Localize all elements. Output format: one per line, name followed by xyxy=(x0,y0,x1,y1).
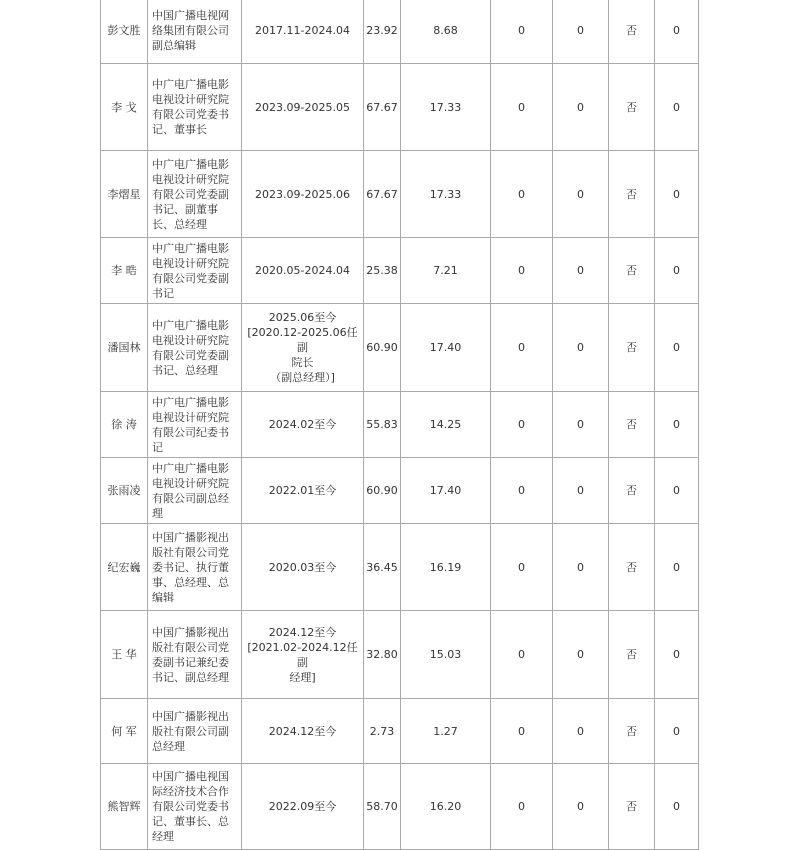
value-cell-3: 0 xyxy=(491,458,553,524)
table-row xyxy=(101,524,699,611)
tenure-period xyxy=(242,64,364,151)
value-cell-1: 36.45 xyxy=(364,524,401,611)
period-line: 2025.06至今 xyxy=(268,311,337,324)
table-row xyxy=(101,392,699,458)
value-cell-5: 0 xyxy=(655,524,699,611)
table-row xyxy=(101,304,699,392)
period-line: 经理] xyxy=(289,670,316,684)
value-cell-3: 0 xyxy=(491,151,553,238)
value-cell-3: 0 xyxy=(491,764,553,850)
value-cell-3: 0 xyxy=(491,699,553,764)
position-cell: 中国广播影视出版社有限公司党委书记、执行董事、总经理、总编辑 xyxy=(148,524,242,611)
value-cell-1: 2.73 xyxy=(364,699,401,764)
flag-cell: 否 xyxy=(609,0,655,64)
value-cell-3: 0 xyxy=(491,392,553,458)
table-body xyxy=(101,0,699,850)
value-cell-5: 0 xyxy=(655,699,699,764)
table-row xyxy=(101,151,699,238)
value-cell-3: 0 xyxy=(491,0,553,64)
tenure-period xyxy=(242,392,364,458)
table-row xyxy=(101,699,699,764)
person-name: 李 晧 xyxy=(101,238,148,304)
period-line: [2021.02-2024.12任副 xyxy=(247,640,358,669)
value-cell-5: 0 xyxy=(655,611,699,699)
flag-cell: 否 xyxy=(609,699,655,764)
value-cell-1: 58.70 xyxy=(364,764,401,850)
tenure-period xyxy=(242,524,364,611)
person-name: 纪宏巍 xyxy=(101,524,148,611)
period-line: 2022.09至今 xyxy=(268,800,337,813)
value-cell-2: 8.68 xyxy=(401,0,491,64)
value-cell-5: 0 xyxy=(655,238,699,304)
flag-cell: 否 xyxy=(609,64,655,151)
person-name: 李熠星 xyxy=(101,151,148,238)
value-cell-3: 0 xyxy=(491,611,553,699)
position-cell: 中国广播影视出版社有限公司党委副书记兼纪委书记、副总经理 xyxy=(148,611,242,699)
value-cell-3: 0 xyxy=(491,64,553,151)
position-cell: 中国广播电视国际经济技术合作有限公司党委书记、董事长、总经理 xyxy=(148,764,242,850)
value-cell-5: 0 xyxy=(655,64,699,151)
value-cell-2: 16.20 xyxy=(401,764,491,850)
position-cell: 中广电广播电影电视设计研究院有限公司党委副书记、副董事长、总经理 xyxy=(148,151,242,238)
value-cell-4: 0 xyxy=(553,64,609,151)
flag-cell: 否 xyxy=(609,392,655,458)
tenure-period xyxy=(242,699,364,764)
value-cell-3: 0 xyxy=(491,524,553,611)
value-cell-4: 0 xyxy=(553,392,609,458)
table-row xyxy=(101,764,699,850)
value-cell-2: 1.27 xyxy=(401,699,491,764)
value-cell-5: 0 xyxy=(655,392,699,458)
position-cell: 中广电广播电影电视设计研究院有限公司党委副书记 xyxy=(148,238,242,304)
tenure-period xyxy=(242,458,364,524)
table-row xyxy=(101,238,699,304)
value-cell-4: 0 xyxy=(553,611,609,699)
value-cell-2: 16.19 xyxy=(401,524,491,611)
value-cell-1: 67.67 xyxy=(364,151,401,238)
value-cell-2: 17.40 xyxy=(401,458,491,524)
period-line: 2022.01至今 xyxy=(268,484,337,497)
period-line: （副总经理）] xyxy=(270,371,335,384)
position-cell: 中广电广播电影电视设计研究院有限公司纪委书记 xyxy=(148,392,242,458)
period-line: 2024.12至今 xyxy=(268,625,337,639)
position-cell: 中国广播电视网络集团有限公司副总编辑 xyxy=(148,0,242,64)
value-cell-1: 23.92 xyxy=(364,0,401,64)
value-cell-1: 55.83 xyxy=(364,392,401,458)
value-cell-2: 17.40 xyxy=(401,304,491,392)
person-name: 张雨凌 xyxy=(101,458,148,524)
value-cell-1: 67.67 xyxy=(364,64,401,151)
person-name: 王 华 xyxy=(101,611,148,699)
value-cell-1: 60.90 xyxy=(364,304,401,392)
value-cell-1: 25.38 xyxy=(364,238,401,304)
value-cell-1: 32.80 xyxy=(364,611,401,699)
value-cell-3: 0 xyxy=(491,238,553,304)
tenure-period xyxy=(242,304,364,392)
person-name: 李 戈 xyxy=(101,64,148,151)
position-cell: 中国广播影视出版社有限公司副总经理 xyxy=(148,699,242,764)
value-cell-2: 15.03 xyxy=(401,611,491,699)
value-cell-4: 0 xyxy=(553,764,609,850)
period-line: 院长 xyxy=(291,356,314,369)
period-line: 2020.05-2024.04 xyxy=(255,264,350,277)
flag-cell: 否 xyxy=(609,151,655,238)
value-cell-4: 0 xyxy=(553,238,609,304)
value-cell-3: 0 xyxy=(491,304,553,392)
period-line: [2020.12-2025.06任副 xyxy=(247,326,358,354)
person-name: 彭文胜 xyxy=(101,0,148,64)
flag-cell: 否 xyxy=(609,524,655,611)
value-cell-2: 14.25 xyxy=(401,392,491,458)
position-cell: 中广电广播电影电视设计研究院有限公司党委书记、董事长 xyxy=(148,64,242,151)
table-row xyxy=(101,458,699,524)
value-cell-4: 0 xyxy=(553,304,609,392)
position-cell: 中广电广播电影电视设计研究院有限公司副总经理 xyxy=(148,458,242,524)
period-line: 2020.03至今 xyxy=(268,560,337,574)
value-cell-1: 60.90 xyxy=(364,458,401,524)
table-row xyxy=(101,611,699,699)
value-cell-4: 0 xyxy=(553,458,609,524)
flag-cell: 否 xyxy=(609,764,655,850)
value-cell-2: 7.21 xyxy=(401,238,491,304)
person-name: 潘国林 xyxy=(101,304,148,392)
flag-cell: 否 xyxy=(609,304,655,392)
value-cell-5: 0 xyxy=(655,304,699,392)
value-cell-4: 0 xyxy=(553,0,609,64)
value-cell-4: 0 xyxy=(553,699,609,764)
salary-table xyxy=(100,0,699,850)
value-cell-5: 0 xyxy=(655,151,699,238)
period-line: 2023.09-2025.06 xyxy=(255,187,350,201)
flag-cell: 否 xyxy=(609,611,655,699)
period-line: 2023.09-2025.05 xyxy=(255,100,350,114)
table-row xyxy=(101,64,699,151)
value-cell-5: 0 xyxy=(655,764,699,850)
tenure-period xyxy=(242,238,364,304)
value-cell-5: 0 xyxy=(655,0,699,64)
tenure-period xyxy=(242,611,364,699)
position-cell: 中广电广播电影电视设计研究院有限公司党委副书记、总经理 xyxy=(148,304,242,392)
period-line: 2024.12至今 xyxy=(268,724,337,738)
flag-cell: 否 xyxy=(609,458,655,524)
person-name: 熊智辉 xyxy=(101,764,148,850)
person-name: 何 军 xyxy=(101,699,148,764)
value-cell-4: 0 xyxy=(553,524,609,611)
value-cell-5: 0 xyxy=(655,458,699,524)
tenure-period xyxy=(242,0,364,64)
tenure-period xyxy=(242,151,364,238)
flag-cell: 否 xyxy=(609,238,655,304)
value-cell-4: 0 xyxy=(553,151,609,238)
person-name: 徐 涛 xyxy=(101,392,148,458)
tenure-period xyxy=(242,764,364,850)
value-cell-2: 17.33 xyxy=(401,64,491,151)
period-line: 2024.02至今 xyxy=(268,418,337,431)
period-line: 2017.11-2024.04 xyxy=(255,23,350,37)
table-row xyxy=(101,0,699,64)
value-cell-2: 17.33 xyxy=(401,151,491,238)
